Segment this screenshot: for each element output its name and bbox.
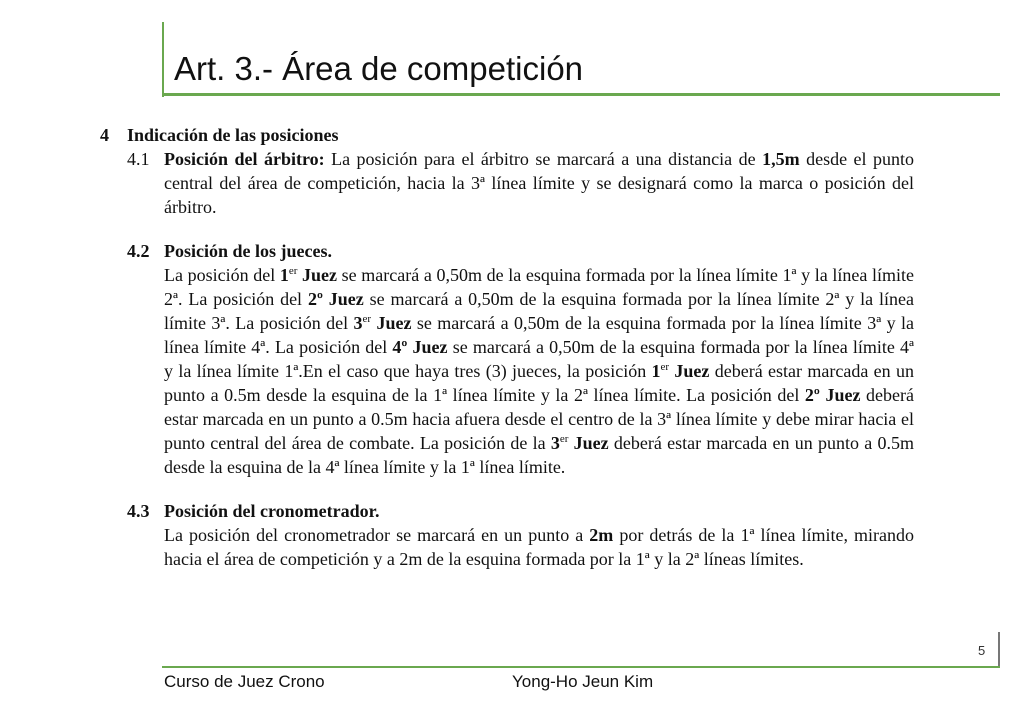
superscript: er xyxy=(559,433,569,445)
section-4-1 xyxy=(100,147,914,219)
bold-run: 4º Juez xyxy=(392,337,448,357)
text-run: La posición del xyxy=(164,265,280,285)
text-run: se marcará a 0,50m de la esquina formada por la línea límite 3ª y la línea límite 4ª. La posición del xyxy=(164,313,914,357)
text-run: se marcará a 0,50m de la esquina formada por la línea límite 2ª y la línea límite 3ª. La posición del xyxy=(164,289,914,333)
footer-author: Yong-Ho Jeun Kim xyxy=(512,672,654,691)
text-run: se marcará a 0,50m de la esquina formada por la línea límite 1ª y la línea límite 2ª. La posición del xyxy=(164,265,914,309)
superscript: er xyxy=(660,361,670,373)
title-accent-vertical xyxy=(162,22,164,97)
subsection-heading xyxy=(164,499,914,523)
footer-divider xyxy=(162,666,1000,668)
document-body xyxy=(100,123,914,571)
subsection-heading-text: Posición de los jueces. xyxy=(164,241,332,261)
subsection-heading: Posición del árbitro: xyxy=(164,149,325,169)
section-number: 4 xyxy=(100,125,109,145)
bold-run: Juez xyxy=(297,265,338,285)
subsection-paragraph xyxy=(164,147,914,219)
section-4-3 xyxy=(100,499,914,571)
bold-run: 1 xyxy=(279,265,289,285)
subsection-heading xyxy=(164,239,914,263)
bold-run: 1,5m xyxy=(762,149,800,169)
bold-run: 3 xyxy=(550,433,560,453)
bold-run: Juez xyxy=(669,361,710,381)
page-number: 5 xyxy=(978,643,986,658)
subsection-heading-text: Posición del cronometrador. xyxy=(164,501,380,521)
section-4-2 xyxy=(100,239,914,479)
text-run: deberá estar marcada en un punto a 0.5m desde la esquina de la 4ª línea límite y la 1ª línea límite. xyxy=(164,433,914,477)
title-underline xyxy=(162,93,1000,96)
page-number-divider xyxy=(998,632,1000,668)
bold-run: 2º Juez xyxy=(307,289,364,309)
subsection-number: 4.2 xyxy=(127,241,150,261)
section-heading: Indicación de las posiciones xyxy=(127,125,339,145)
text-run: La posición del cronometrador se marcará en un punto a xyxy=(164,525,590,545)
footer-course-name: Curso de Juez Crono xyxy=(164,672,325,691)
bold-run: Juez xyxy=(568,433,609,453)
superscript: er xyxy=(362,313,372,325)
page-title: Art. 3.- Área de competición xyxy=(174,50,584,87)
text-run: se marcará a 0,50m de la esquina formada por la línea límite 4ª y la línea límite 1ª.En el caso que haya tres (3) jueces, la posición xyxy=(164,337,914,381)
subsection-paragraph xyxy=(164,523,914,571)
text-run: deberá estar marcada en un punto a 0.5m desde la esquina de la 1ª línea límite y la 2ª línea límite. La posición del xyxy=(164,361,914,405)
bold-run: 2º Juez xyxy=(804,385,861,405)
bold-run: 2m xyxy=(589,525,614,545)
subsection-number: 4.3 xyxy=(127,501,150,521)
bold-run: 3 xyxy=(353,313,363,333)
superscript: er xyxy=(288,265,298,277)
text-run: desde el punto central del área de competición, hacia la 3ª línea límite y se designará como la marca o posición del árbitro. xyxy=(164,149,915,217)
section-4 xyxy=(100,123,914,147)
text-run: deberá estar marcada en un punto a 0.5m hacia afuera desde el centro de la 3ª línea límite y debe mirar hacia el punto central del área de combate. La posición de la xyxy=(164,385,915,453)
subsection-paragraph xyxy=(164,263,914,479)
subsection-number: 4.1 xyxy=(127,149,150,169)
text-run: La posición para el árbitro se marcará a una distancia de xyxy=(324,149,763,169)
bold-run: 1 xyxy=(651,361,661,381)
bold-run: Juez xyxy=(371,313,412,333)
text-run: por detrás de la 1ª línea límite, mirando hacia el área de competición y a 2m de la esquina formada por la 1ª y la 2ª líneas límites. xyxy=(164,525,914,569)
